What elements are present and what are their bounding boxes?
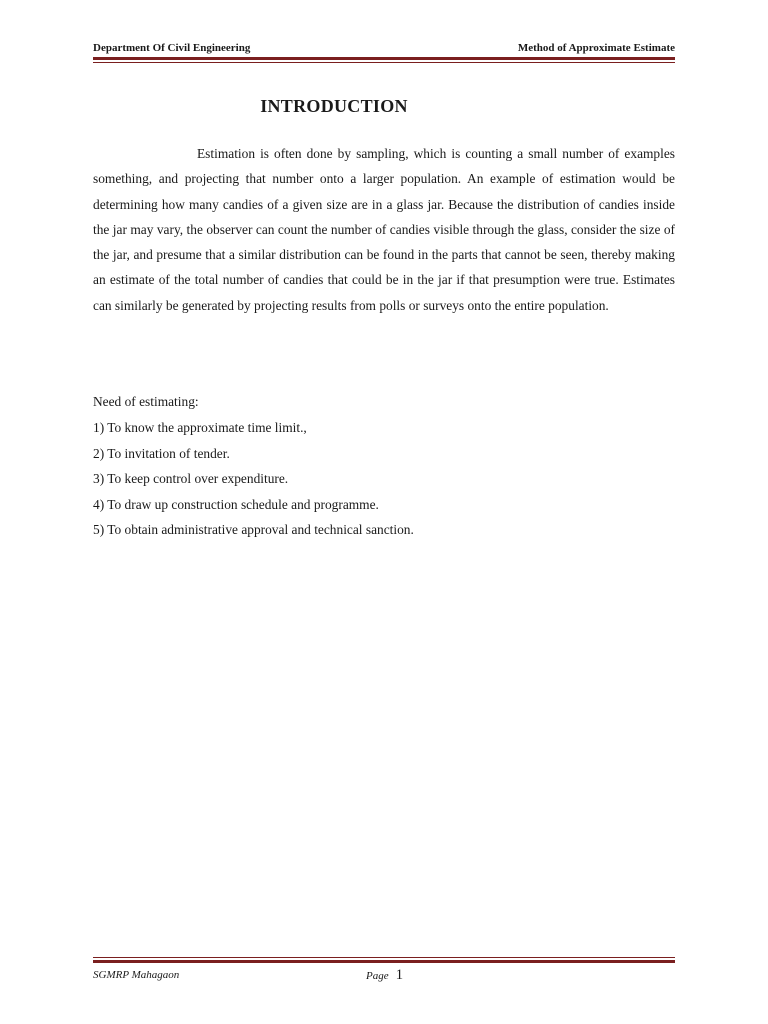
footer-institution: SGMRP Mahagaon: [93, 969, 180, 981]
intro-paragraph: Estimation is often done by sampling, which is counting a small number of examples something, and projecting that number onto a larger population. An example of estimation would be determining how many candies of a given size are in a glass jar. Because the distribution of candies inside the jar may vary, the observer can count the number of candies visible through the glass, consider the size of the jar, and presume that a similar distribution can be found in the parts that cannot be seen, thereby making an estimate of the total number of candies that could be in the jar if that presumption were true. Estimates can similarly be generated by projecting results from polls or surveys onto the entire population.: [93, 146, 675, 313]
header-document-title: Method of Approximate Estimate: [517, 42, 675, 54]
footer-page-number: [366, 966, 403, 984]
header-department: Department Of Civil Engineering: [93, 42, 251, 54]
footer-rule-thick: [93, 960, 675, 963]
list-item: 2) To invitation of tender.: [93, 445, 230, 461]
footer-rule-thin: [93, 957, 675, 958]
header-rule-thin: [93, 62, 675, 63]
list-item: 4) To draw up construction schedule and programme.: [93, 496, 379, 512]
page-label: Page: [366, 970, 389, 982]
need-list: [93, 419, 414, 547]
list-item: 1) To know the approximate time limit.,: [93, 420, 307, 435]
list-item: 3) To keep control over expenditure.: [93, 471, 289, 486]
need-heading: Need of estimating:: [93, 394, 199, 409]
page-number: 1: [395, 967, 404, 983]
header-rule-thick: [93, 57, 675, 60]
list-item: 5) To obtain administrative approval and technical sanction.: [93, 522, 414, 537]
page-title: INTRODUCTION: [260, 96, 408, 116]
page-header: [93, 42, 675, 56]
